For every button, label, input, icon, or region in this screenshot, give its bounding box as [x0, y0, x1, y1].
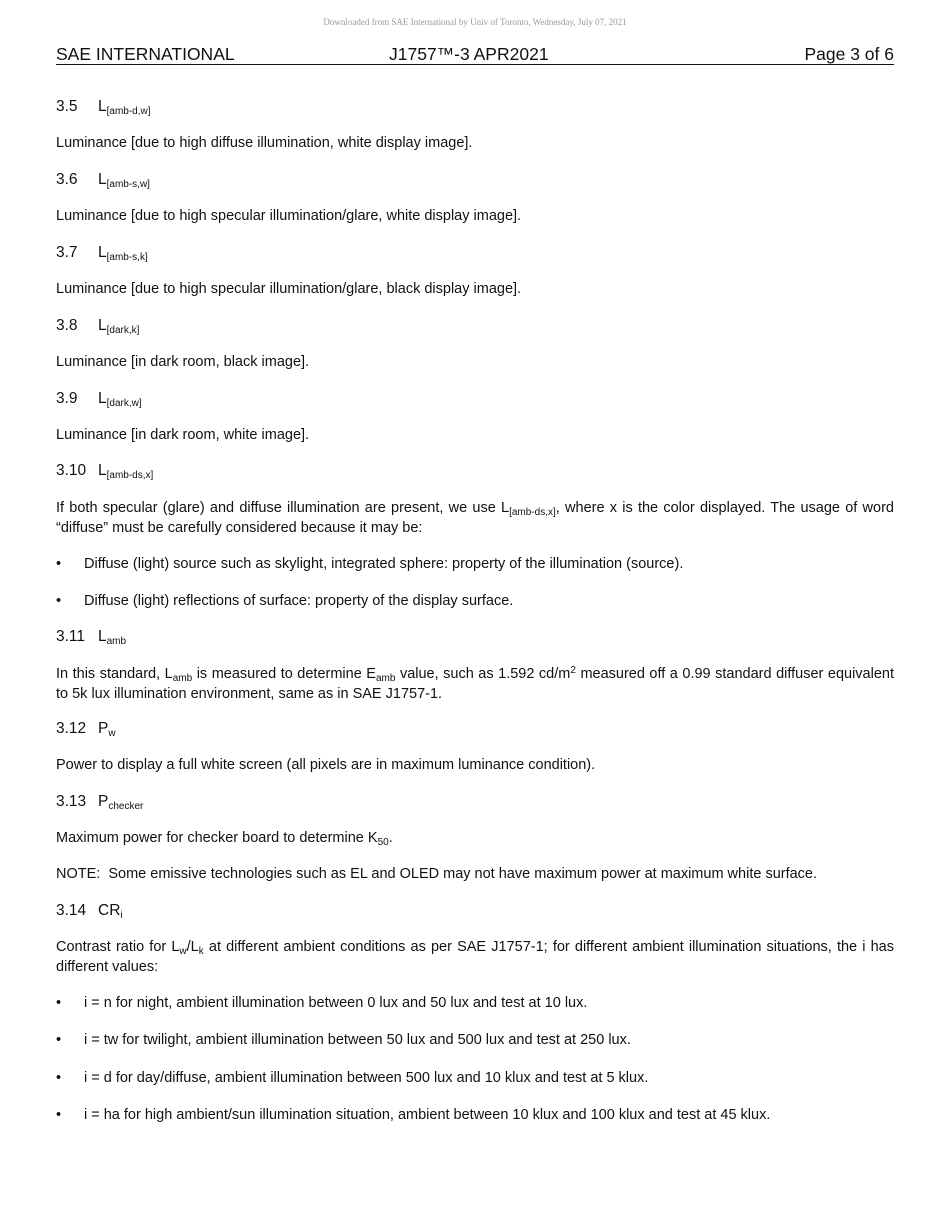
section-body-3-6: Luminance [due to high specular illumination/glare, white display image].	[56, 208, 522, 224]
section-number: 3.10	[56, 462, 87, 479]
bullet-icon: •	[56, 1107, 62, 1123]
bullet-icon: •	[56, 1032, 62, 1048]
list-item-text: i = n for night, ambient illumination between 0 lux and 50 lux and test at 10 lux.	[84, 995, 588, 1011]
body-text: is measured to determine E	[192, 666, 376, 682]
subscript: amb	[172, 673, 193, 684]
body-text: measured off a 0.99 standard diffuser equivalent to 5k lux illumination environment, same as in SAE J1757-1.	[56, 666, 894, 702]
section-body-3-13	[56, 829, 894, 849]
list-item-text: Diffuse (light) source such as skylight, integrated sphere: property of the illumination (source).	[84, 556, 684, 572]
section-number: 3.12	[56, 720, 87, 737]
subscript: [amb-ds,x]	[509, 507, 556, 518]
body-text: value, such as 1.592 cd/m	[395, 666, 571, 682]
symbol-subscript: [dark,w]	[106, 398, 142, 409]
subscript: 50	[377, 837, 389, 848]
symbol: CR	[98, 902, 121, 919]
symbol-subscript: [amb-ds,x]	[106, 470, 154, 481]
symbol: L	[98, 628, 107, 645]
body-text: /L	[186, 939, 199, 955]
section-heading-3-8	[56, 317, 139, 337]
symbol: L	[98, 317, 107, 334]
section-body-3-9: Luminance [in dark room, white image].	[56, 427, 310, 443]
symbol-subscript: amb	[106, 636, 127, 647]
body-text: If both specular (glare) and diffuse illumination are present, we use L	[56, 500, 510, 516]
section-number: 3.9	[56, 390, 78, 407]
symbol: P	[98, 720, 109, 737]
section-body-3-10	[56, 499, 894, 537]
symbol-subscript: [amb-s,w]	[106, 179, 150, 190]
section-heading-3-10	[56, 462, 153, 482]
symbol: P	[98, 793, 109, 810]
header-page-number: Page 3 of 6	[804, 44, 894, 64]
symbol-subscript: [amb-d,w]	[106, 106, 151, 117]
body-text: .	[388, 830, 393, 846]
symbol-subscript: checker	[108, 801, 144, 812]
subscript: amb	[375, 673, 396, 684]
section-body-3-14	[56, 938, 894, 976]
section-number: 3.5	[56, 98, 78, 115]
section-heading-3-11	[56, 628, 126, 648]
section-heading-3-6	[56, 171, 150, 191]
header-org: SAE INTERNATIONAL	[56, 44, 235, 64]
section-number: 3.6	[56, 171, 78, 188]
body-text: In this standard, L	[56, 666, 173, 682]
subscript: k	[198, 946, 204, 957]
section-heading-3-13	[56, 793, 143, 813]
download-watermark: Downloaded from SAE International by Univ of Toronto, Wednesday, July 07, 2021	[323, 17, 627, 27]
symbol: L	[98, 98, 107, 115]
page-header	[56, 44, 894, 65]
body-text: , where x is the color displayed. The usage of word “diffuse” must be carefully considered because it may be:	[56, 500, 894, 536]
symbol-subscript: w	[108, 728, 116, 739]
symbol: L	[98, 171, 107, 188]
header-doc-id: J1757™-3 APR2021	[389, 44, 549, 64]
section-body-3-7: Luminance [due to high specular illumination/glare, black display image].	[56, 281, 522, 297]
section-number: 3.8	[56, 317, 78, 334]
section-heading-3-7	[56, 244, 148, 264]
section-note-3-13: NOTE: Some emissive technologies such as EL and OLED may not have maximum power at maximum white surface.	[56, 866, 818, 882]
subscript: w	[179, 946, 187, 957]
section-heading-3-14	[56, 902, 123, 922]
symbol-subscript: [dark,k]	[106, 325, 140, 336]
section-number: 3.14	[56, 902, 87, 919]
body-text: Contrast ratio for L	[56, 939, 180, 955]
section-heading-3-9	[56, 390, 142, 410]
list-item-text: i = ha for high ambient/sun illumination situation, ambient between 10 klux and 100 klux and test at 45 klux.	[84, 1107, 771, 1123]
section-heading-3-12	[56, 720, 116, 740]
list-item-text: i = d for day/diffuse, ambient illumination between 500 lux and 10 klux and test at 5 klux.	[84, 1070, 649, 1086]
symbol-subscript: [amb-s,k]	[106, 252, 148, 263]
section-number: 3.11	[56, 628, 86, 645]
section-body-3-5: Luminance [due to high diffuse illumination, white display image].	[56, 135, 473, 151]
body-text: at different ambient conditions as per SAE J1757-1; for different ambient illumination situations, the i has different values:	[56, 939, 895, 975]
list-item-text: Diffuse (light) reflections of surface: property of the display surface.	[84, 593, 514, 609]
body-text: Maximum power for checker board to determine K	[56, 830, 378, 846]
symbol: L	[98, 462, 107, 479]
list-item-text: i = tw for twilight, ambient illumination between 50 lux and 500 lux and test at 250 lux.	[84, 1032, 631, 1048]
section-body-3-12: Power to display a full white screen (all pixels are in maximum luminance condition).	[56, 757, 596, 773]
symbol: L	[98, 244, 107, 261]
bullet-icon: •	[56, 995, 62, 1011]
section-body-3-8: Luminance [in dark room, black image].	[56, 354, 310, 370]
section-heading-3-5	[56, 98, 151, 118]
bullet-icon: •	[56, 593, 62, 609]
superscript: 2	[570, 665, 576, 676]
section-number: 3.7	[56, 244, 78, 261]
section-body-3-11	[56, 665, 894, 703]
symbol-subscript: i	[120, 910, 123, 921]
section-number: 3.13	[56, 793, 87, 810]
symbol: L	[98, 390, 107, 407]
bullet-icon: •	[56, 1070, 62, 1086]
bullet-icon: •	[56, 556, 62, 572]
